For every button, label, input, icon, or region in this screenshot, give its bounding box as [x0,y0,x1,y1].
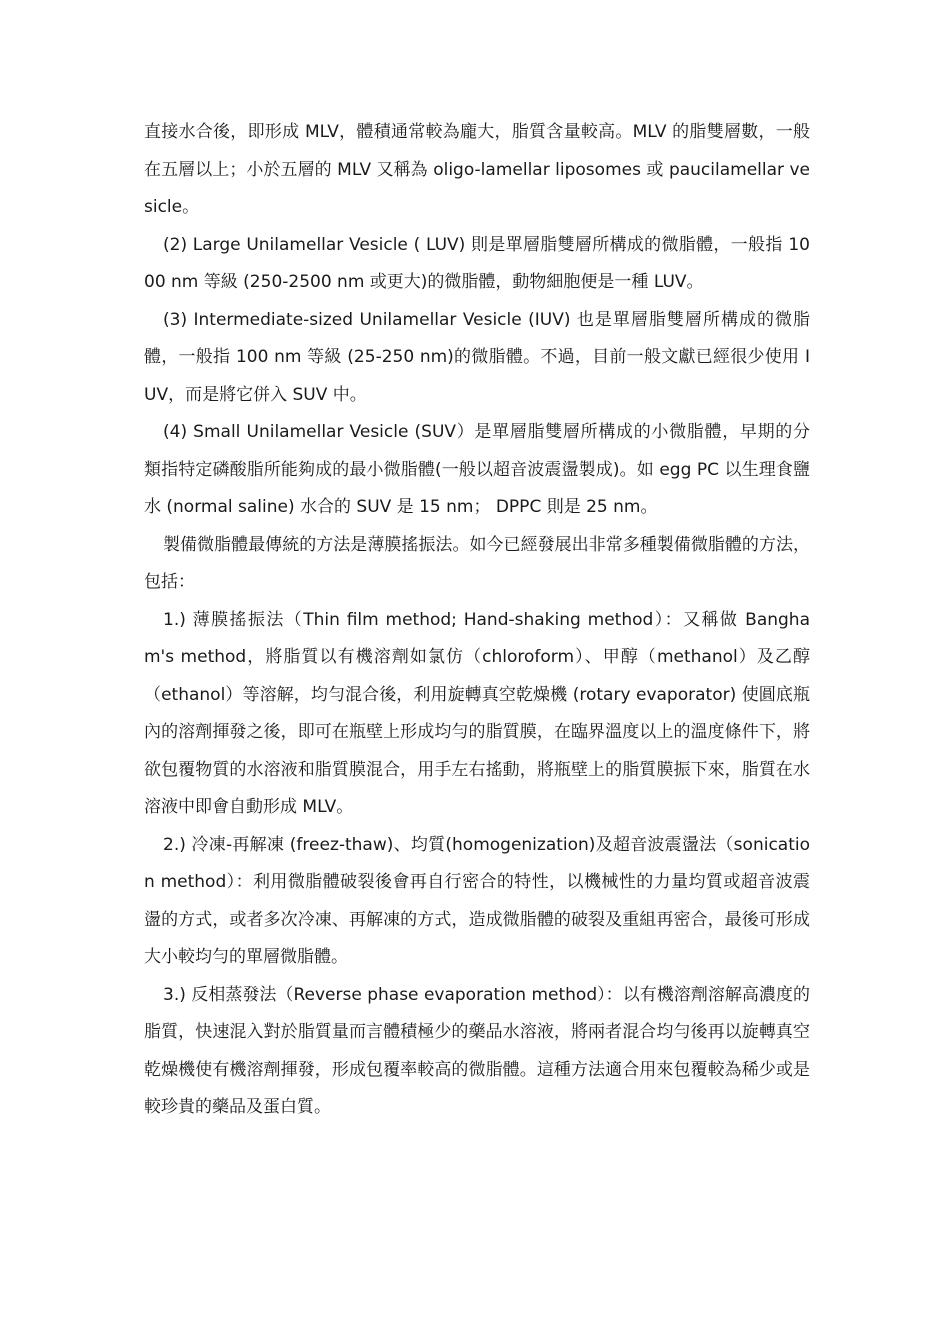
paragraph-suv: (4) Small Unilamellar Vesicle (SUV）是單層脂雙層所構成的小微脂體，早期的分類指特定磷酸脂所能夠成的最小微脂體(一般以超音波震盪製成)。如 egg PC 以生理食鹽水 (normal saline) 水合的 SUV 是 15 nm； DPPC 則是 25 nm。 [144,422,810,517]
paragraph-mlv-continued: 直接水合後，即形成 MLV，體積通常較為龐大，脂質含量較高。MLV 的脂雙層數，一般在五層以上；小於五層的 MLV 又稱為 oligo-lamellar liposomes 或 paucilamellar vesicle。 [144,122,810,217]
paragraph-iuv: (3) Intermediate-sized Unilamellar Vesicle (IUV) 也是單層脂雙層所構成的微脂體，一般指 100 nm 等級 (25-250 nm)的微脂體。不過，目前一般文獻已經很少使用 IUV，而是將它併入 SUV 中。 [144,309,810,405]
paragraph-method-thin-film: 1.) 薄膜搖振法（Thin film method; Hand-shaking method）：又稱做 Bangham's method，將脂質以有機溶劑如氯仿（chloroform）、甲醇（methanol）及乙醇（ethanol）等溶解，均勻混合後，利用旋轉真空乾燥機 (rotary evaporator) 使圓底瓶內的溶劑揮發之後，即可在瓶壁上形成均勻的脂質膜，在臨界溫度以上的溫度條件下，將欲包覆物質的水溶液和脂質膜混合，用手左右搖動，將瓶壁上的脂質膜振下來，脂質在水溶液中即會自動形成 MLV。 [144,609,810,817]
paragraph-luv: (2) Large Unilamellar Vesicle ( LUV) 則是單層脂雙層所構成的微脂體，一般指 1000 nm 等級 (250-2500 nm 或更大)的微脂體，動物細胞便是一種 LUV。 [144,234,810,292]
document-body [144,114,810,1127]
paragraph-method-reverse-phase: 3.) 反相蒸發法（Reverse phase evaporation method）：以有機溶劑溶解高濃度的脂質，快速混入對於脂質量而言體積極少的藥品水溶液，將兩者混合均勻後再以旋轉真空乾燥機使有機溶劑揮發，形成包覆率較高的微脂體。這種方法適合用來包覆較為稀少或是較珍貴的藥品及蛋白質。 [144,984,810,1117]
paragraph-preparation-intro: 製備微脂體最傳統的方法是薄膜搖振法。如今已經發展出非常多種製備微脂體的方法，包括： [144,534,810,592]
paragraph-method-freeze-thaw: 2.) 冷凍-再解凍 (freez-thaw)、均質(homogenization)及超音波震盪法（sonication method）：利用微脂體破裂後會再自行密合的特性，以機械性的力量均質或超音波震盪的方式，或者多次冷凍、再解凍的方式，造成微脂體的破裂及重組再密合，最後可形成大小較均勻的單層微脂體。 [144,834,810,967]
